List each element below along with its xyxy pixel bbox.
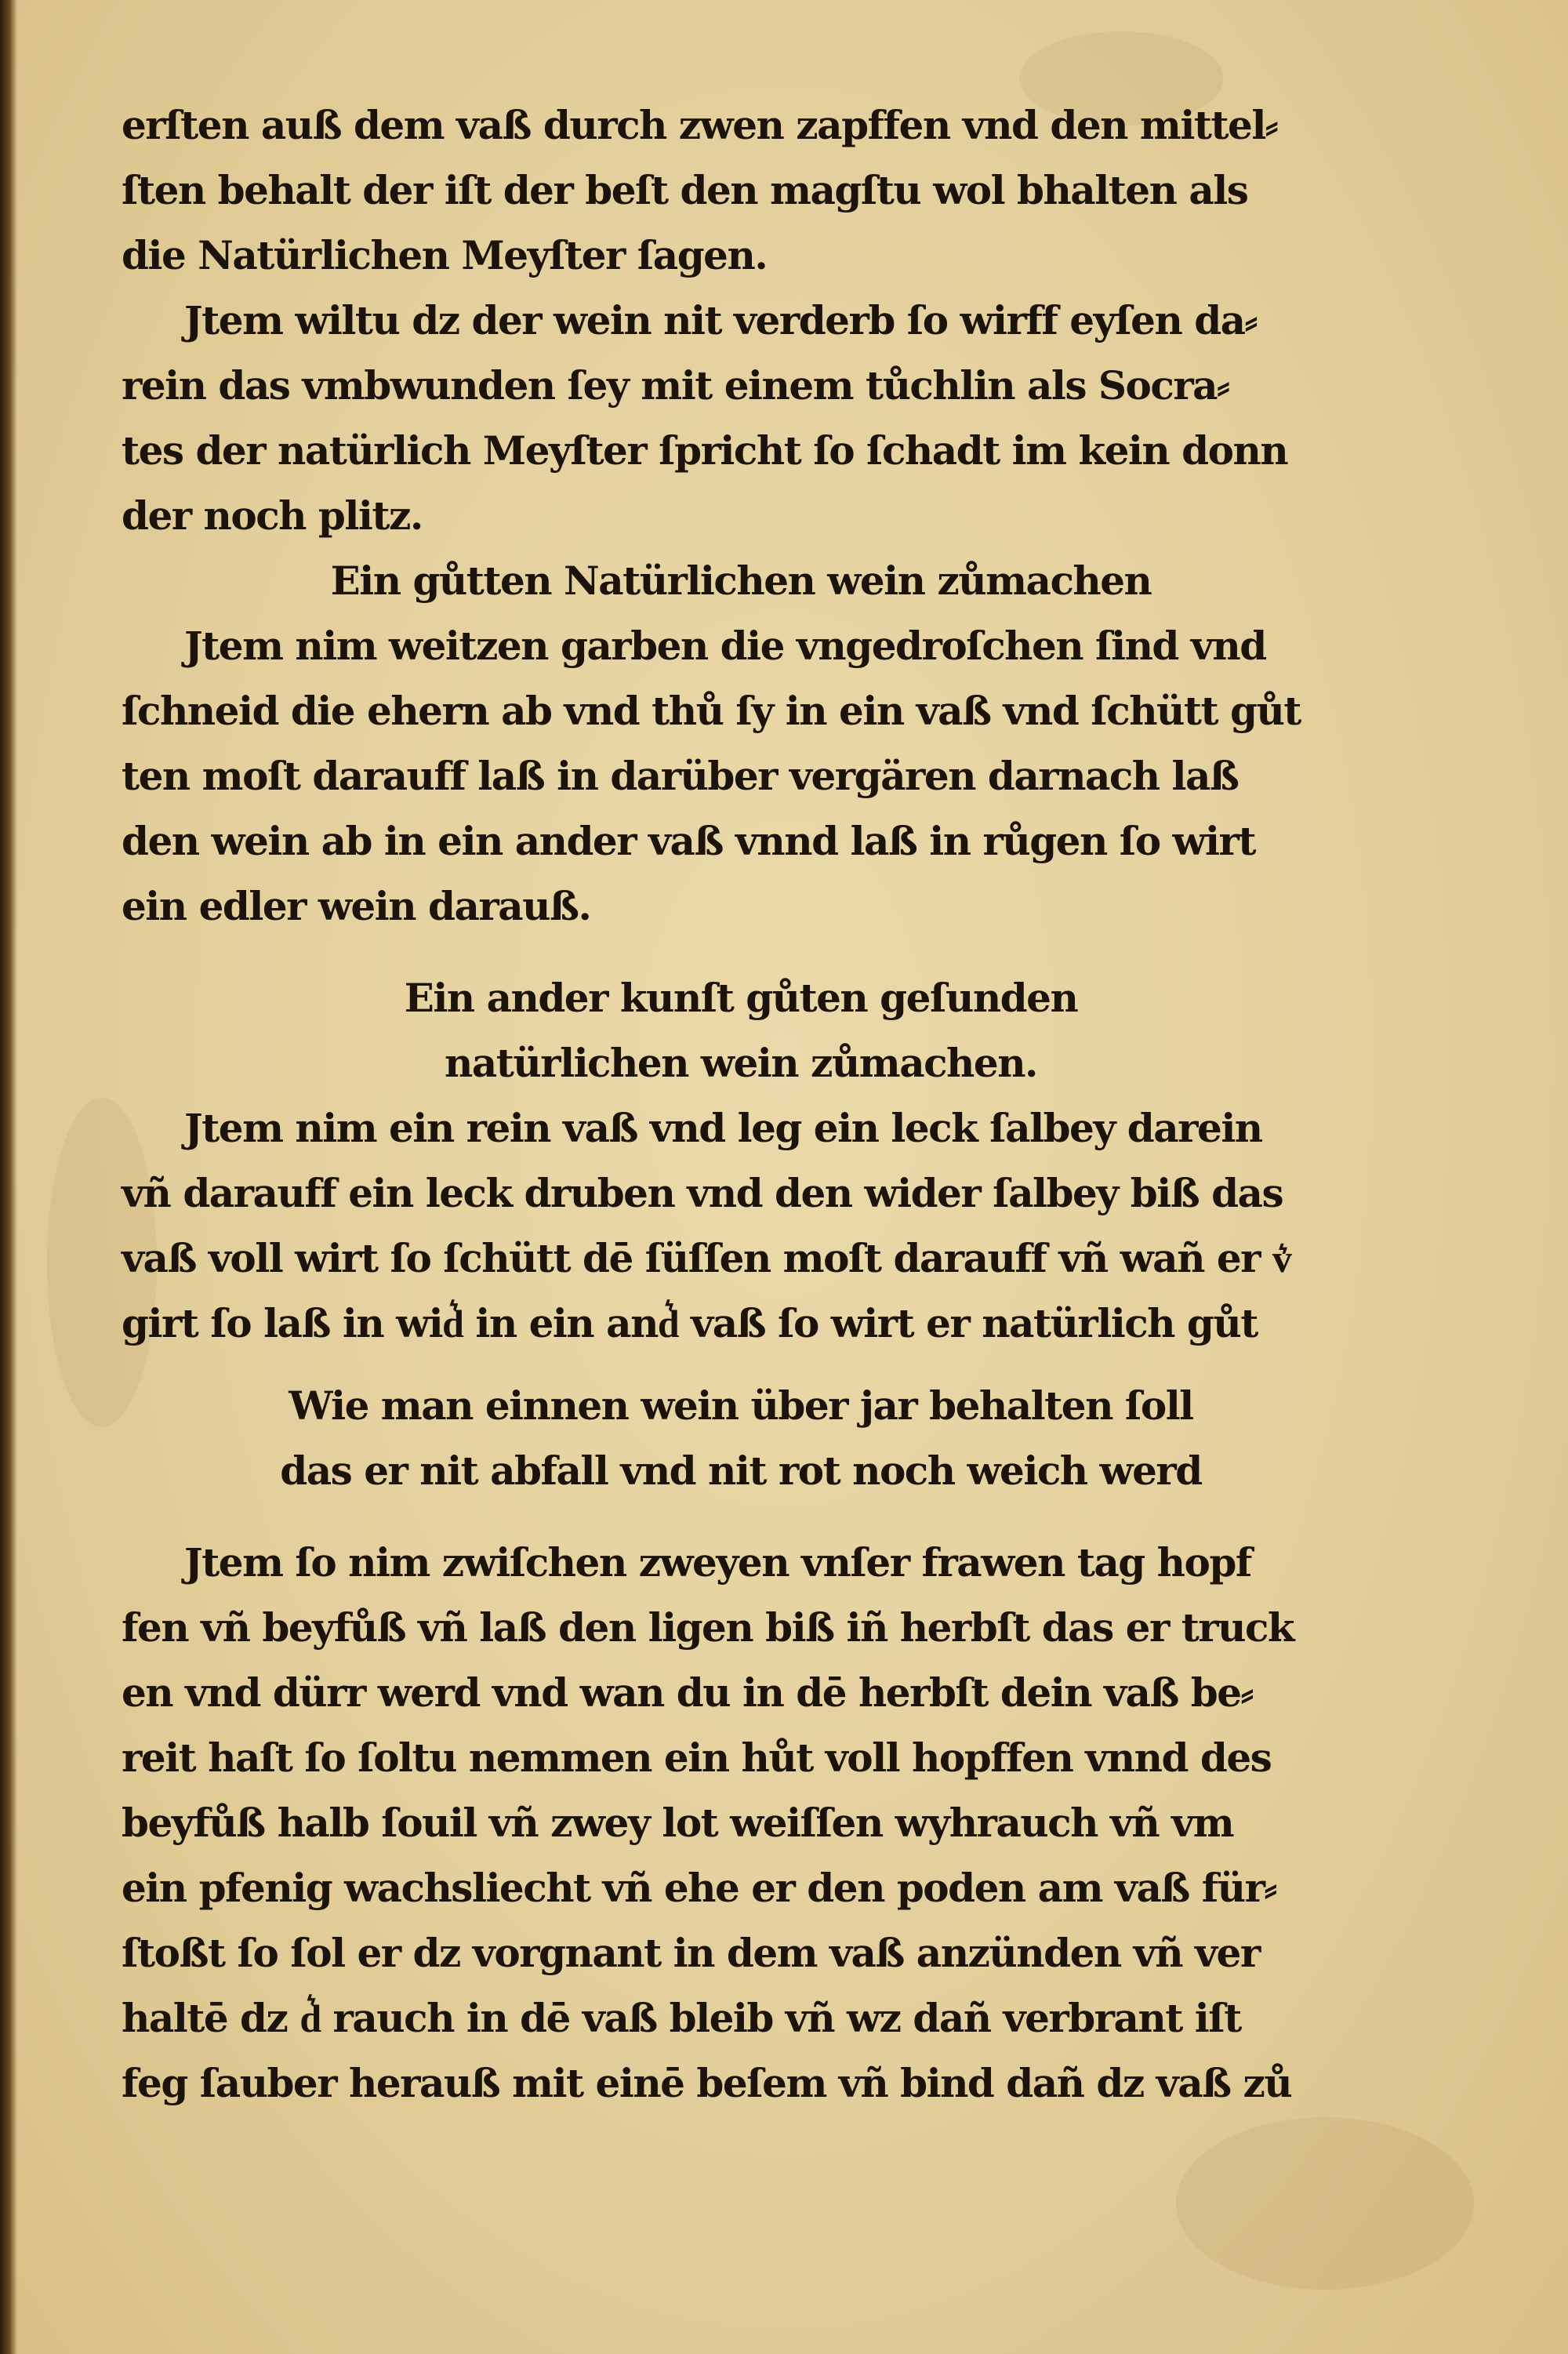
- text-line: beyfůß halb ſouil vñ zwey lot weiſſen wyhrauch vñ vm: [122, 1800, 1234, 1846]
- paragraph-start: Jtem wiltu dz der wein nit verderb ſo wirff eyſen da⸗: [184, 297, 1257, 343]
- text-line: feg ſauber herauß mit einē beſem vñ bind dañ dz vaß zů: [122, 2060, 1292, 2106]
- text-line: vaß voll wirt ſo ſchütt dē ſüſſen moſt darauff vñ wañ er v͛: [122, 1235, 1291, 1281]
- text-line: girt ſo laß in wid͛ in ein and͛ vaß ſo wirt er natürlich gůt: [122, 1300, 1258, 1346]
- section-heading: Ein ander kunſt gůten geſunden: [404, 975, 1078, 1021]
- text-line: vñ darauff ein leck druben vnd den wider ſalbey biß das: [122, 1170, 1283, 1216]
- text-line: ein edler wein darauß.: [122, 883, 591, 929]
- section-heading: Ein gůtten Natürlichen wein zůmachen: [330, 558, 1152, 604]
- section-heading: natürlichen wein zůmachen.: [445, 1040, 1037, 1086]
- text-line: der noch plitz.: [122, 492, 423, 539]
- paragraph-start: Jtem nim weitzen garben die vngedroſchen ſind vnd: [184, 623, 1266, 669]
- binding-edge: [0, 0, 17, 2354]
- text-line: ſchneid die ehern ab vnd thů ſy in ein vaß vnd ſchütt gůt: [122, 688, 1301, 734]
- age-spot: [1176, 2117, 1474, 2290]
- text-line: die Natürlichen Meyſter ſagen.: [122, 232, 768, 278]
- paragraph-start: Jtem nim ein rein vaß vnd leg ein leck ſalbey darein: [184, 1105, 1262, 1151]
- text-line: ſten behalt der iſt der beſt den magſtu wol bhalten als: [122, 167, 1248, 213]
- text-line: ſtoßt ſo ſol er dz vorgnant in dem vaß anzünden vñ ver: [122, 1930, 1260, 1976]
- paragraph-start: Jtem ſo nim zwiſchen zweyen vnſer frawen tag hopf: [184, 1539, 1251, 1586]
- text-line: en vnd dürr werd vnd wan du in dē herbſt dein vaß be⸗: [122, 1669, 1253, 1716]
- text-line: tes der natürlich Meyſter ſpricht ſo ſchadt im kein donn: [122, 427, 1288, 474]
- text-line: haltē dz d͛ rauch in dē vaß bleib vñ wz dañ verbrant iſt: [122, 1995, 1241, 2041]
- text-line: erſten auß dem vaß durch zwen zapffen vnd den mittel⸗: [122, 102, 1277, 148]
- text-line: den wein ab in ein ander vaß vnnd laß in růgen ſo wirt: [122, 818, 1255, 864]
- section-heading: das er nit abfall vnd nit rot noch weich werd: [280, 1448, 1202, 1494]
- text-line: ten moſt darauff laß in darüber vergären darnach laß: [122, 753, 1239, 799]
- text-line: ein pfenig wachsliecht vñ ehe er den poden am vaß für⸗: [122, 1865, 1276, 1911]
- section-heading: Wie man einnen wein über jar behalten ſoll: [289, 1382, 1193, 1429]
- text-line: reit haſt ſo ſoltu nemmen ein hůt voll hopffen vnnd des: [122, 1735, 1272, 1781]
- text-line: fen vñ beyfůß vñ laß den ligen biß iñ herbſt das er truck: [122, 1604, 1294, 1651]
- text-block: [122, 93, 1360, 2116]
- text-line: rein das vmbwunden ſey mit einem tůchlin als Socra⸗: [122, 362, 1229, 409]
